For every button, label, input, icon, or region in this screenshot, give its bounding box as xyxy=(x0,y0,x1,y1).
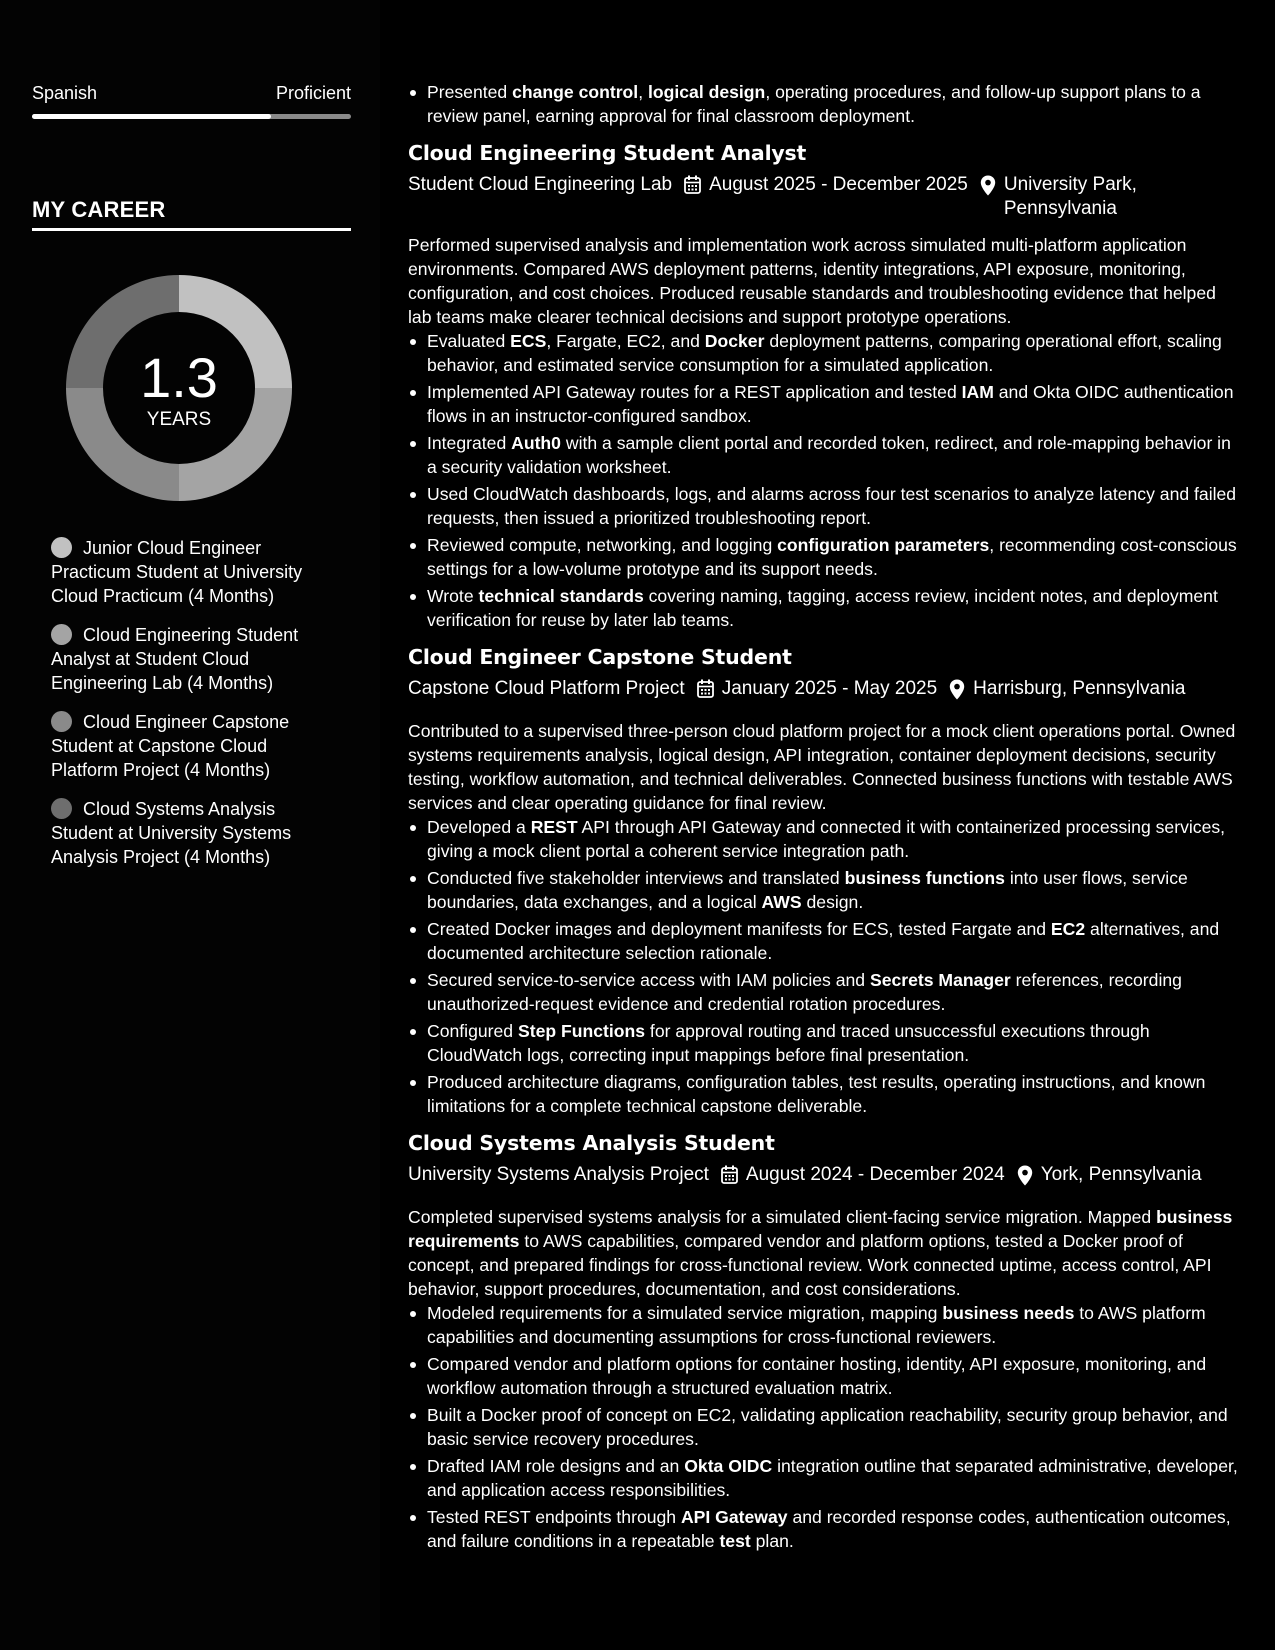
job-title: Cloud Systems Analysis Student xyxy=(408,1131,775,1155)
job-entry xyxy=(408,139,1240,632)
job-summary: Contributed to a supervised three-person cloud platform project for a mock client operations portal. Owned systems requirements analysis, logical design, API integration, container deployment decisions, security testing, workflow automation, and technical deliverables. Connected business functions with testable AWS services and clear operating guidance for final review. xyxy=(408,721,1236,813)
bullet-item: Reviewed compute, networking, and logging configuration parameters, recommending cost-conscious settings for a low-volume prototype and its support needs. xyxy=(408,533,1240,581)
bullet-item: Presented change control, logical design, operating procedures, and follow-up support plans to a review panel, earning approval for final classroom deployment. xyxy=(408,80,1240,128)
keyword: test xyxy=(719,1531,751,1551)
keyword: API Gateway xyxy=(680,1507,788,1527)
job-dates-text: January 2025 - May 2025 xyxy=(721,678,938,699)
job-summary: Performed supervised analysis and implementation work across simulated multi-platform application environments. Compared AWS deployment patterns, identity integrations, API exposure, monitoring, configuration, and cost choices. Produced reusable standards and troubleshooting evidence that helped lab teams make clearer technical decisions and support prototype operations. xyxy=(408,235,1216,327)
bullet-item: Secured service-to-service access with IAM policies and Secrets Manager references, recording unauthorized-request evidence and credential rotation procedures. xyxy=(408,968,1240,1016)
job-location xyxy=(949,677,1185,707)
legend-dot-icon xyxy=(51,624,72,645)
legend-dot-icon xyxy=(51,798,72,819)
bullet-item: Produced architecture diagrams, configuration tables, test results, operating instructions, and known limitations for a complete technical capstone deliverable. xyxy=(408,1070,1240,1118)
keyword: change control xyxy=(512,82,639,102)
bullet-item: Tested REST endpoints through API Gateway and recorded response codes, authentication outcomes, and failure conditions in a repeatable test plan. xyxy=(408,1505,1240,1553)
job-entry xyxy=(408,1129,1240,1553)
bullet-item: Drafted IAM role designs and an Okta OIDC integration outline that separated administrative, developer, and application access responsibilities. xyxy=(408,1454,1240,1502)
bullet-item: Configured Step Functions for approval routing and traced unsuccessful executions through CloudWatch logs, correcting input mappings before final presentation. xyxy=(408,1019,1240,1067)
career-legend-label: Cloud Engineer Capstone Student at Capstone Cloud Platform Project (4 Months) xyxy=(51,712,290,780)
career-legend-item xyxy=(51,623,326,695)
job-bullets xyxy=(408,329,1240,632)
career-legend-label: Cloud Engineering Student Analyst at Student Cloud Engineering Lab (4 Months) xyxy=(51,625,299,693)
language-proficiency-fill xyxy=(32,114,271,119)
job-location xyxy=(980,173,1240,221)
keyword: Step Functions xyxy=(517,1021,646,1041)
language-row xyxy=(32,82,351,104)
language-level: Proficient xyxy=(275,83,351,103)
bullet-item: Evaluated ECS, Fargate, EC2, and Docker deployment patterns, comparing operational effort, scaling behavior, and estimated service consumption for a simulated application. xyxy=(408,329,1240,377)
job-dates xyxy=(697,677,937,705)
job-summary: Completed supervised systems analysis for a simulated client-facing service migration. Mapped business requirements to AWS capabilities, compared vendor and platform options, tested a Docker proof of concept, and prepared findings for cross-functional review. Work connected uptime, access control, API behavior, support procedures, documentation, and cost considerations. xyxy=(408,1207,1233,1299)
keyword: ECS xyxy=(510,331,547,351)
bullet-item: Used CloudWatch dashboards, logs, and alarms across four test scenarios to analyze latency and failed requests, then issued a prioritized troubleshooting report. xyxy=(408,482,1240,530)
keyword: Auth0 xyxy=(511,433,561,453)
job-dates xyxy=(721,1163,1005,1191)
keyword: AWS xyxy=(761,892,802,912)
job-dates-text: August 2024 - December 2024 xyxy=(745,1164,1005,1185)
career-legend xyxy=(51,536,326,884)
bullet-item: Conducted five stakeholder interviews and translated business functions into user flows, service boundaries, data exchanges, and a logical AWS design. xyxy=(408,866,1240,914)
job-title: Cloud Engineer Capstone Student xyxy=(408,645,792,669)
job-dates xyxy=(684,173,968,201)
career-legend-label: Cloud Systems Analysis Student at University Systems Analysis Project (4 Months) xyxy=(51,799,292,867)
keyword: Okta OIDC xyxy=(684,1456,773,1476)
career-section-title: MY CAREER xyxy=(32,197,351,231)
keyword: logical design xyxy=(647,82,766,102)
career-legend-item xyxy=(51,710,326,782)
career-legend-item xyxy=(51,536,326,608)
bullet-item: Integrated Auth0 with a sample client portal and recorded token, redirect, and role-mapping behavior in a security validation worksheet. xyxy=(408,431,1240,479)
career-legend-label: Junior Cloud Engineer Practicum Student at University Cloud Practicum (4 Months) xyxy=(51,538,303,606)
location-pin-icon xyxy=(980,175,996,203)
location-pin-icon xyxy=(1017,1165,1033,1193)
job-location-text: York, Pennsylvania xyxy=(1040,1164,1202,1185)
language-name: Spanish xyxy=(32,83,98,103)
job-dates-text: August 2025 - December 2025 xyxy=(709,174,968,195)
career-legend-item xyxy=(51,797,326,869)
job-title: Cloud Engineering Student Analyst xyxy=(408,141,807,165)
keyword: business requirements xyxy=(408,1207,1233,1251)
job-meta xyxy=(408,173,1240,221)
bullet-item: Compared vendor and platform options for container hosting, identity, API exposure, monitoring, and workflow automation through a structured evaluation matrix. xyxy=(408,1352,1240,1400)
experience-section xyxy=(408,80,1240,1556)
bullet-item: Modeled requirements for a simulated service migration, mapping business needs to AWS platform capabilities and documenting assumptions for cross-functional reviewers. xyxy=(408,1301,1240,1349)
bullet-item: Built a Docker proof of concept on EC2, validating application reachability, security group behavior, and basic service recovery procedures. xyxy=(408,1403,1240,1451)
job-meta xyxy=(408,1163,1240,1193)
calendar-icon xyxy=(684,175,701,201)
job-organization: Student Cloud Engineering Lab xyxy=(408,174,673,195)
career-total-years: 1.3 xyxy=(140,346,218,409)
keyword: Secrets Manager xyxy=(869,970,1011,990)
bullet-item: Wrote technical standards covering naming, tagging, access review, incident notes, and deployment verification for reuse by later lab teams. xyxy=(408,584,1240,632)
main-content xyxy=(380,0,1275,1650)
location-pin-icon xyxy=(949,679,965,707)
calendar-icon xyxy=(721,1165,738,1191)
career-years-unit: YEARS xyxy=(146,409,212,430)
job-bullets xyxy=(408,1301,1240,1553)
job-meta xyxy=(408,677,1240,707)
job-organization: University Systems Analysis Project xyxy=(408,1164,709,1185)
language-proficiency-bar xyxy=(32,114,351,119)
keyword: Docker xyxy=(704,331,765,351)
previous-job-bullets xyxy=(408,80,1240,128)
keyword: REST xyxy=(530,817,578,837)
keyword: business functions xyxy=(844,868,1005,888)
job-entry xyxy=(408,643,1240,1118)
job-location-text: University Park, Pennsylvania xyxy=(1003,174,1137,219)
keyword: business needs xyxy=(942,1303,1075,1323)
job-organization: Capstone Cloud Platform Project xyxy=(408,678,685,699)
bullet-item: Developed a REST API through API Gateway and connected it with containerized processing services, giving a mock client portal a coherent service integration path. xyxy=(408,815,1240,863)
job-location-text: Harrisburg, Pennsylvania xyxy=(973,678,1186,699)
job-location xyxy=(1017,1163,1202,1193)
keyword: configuration parameters xyxy=(777,535,990,555)
calendar-icon xyxy=(697,679,714,705)
keyword: EC2 xyxy=(1050,919,1086,939)
legend-dot-icon xyxy=(51,537,72,558)
keyword: technical standards xyxy=(478,586,644,606)
keyword: IAM xyxy=(961,382,994,402)
sidebar xyxy=(0,0,380,1650)
bullet-item: Created Docker images and deployment manifests for ECS, tested Fargate and EC2 alternatives, and documented architecture selection rationale. xyxy=(408,917,1240,965)
bullet-item: Implemented API Gateway routes for a REST application and tested IAM and Okta OIDC authentication flows in an instructor-configured sandbox. xyxy=(408,380,1240,428)
legend-dot-icon xyxy=(51,711,72,732)
job-bullets xyxy=(408,815,1240,1118)
